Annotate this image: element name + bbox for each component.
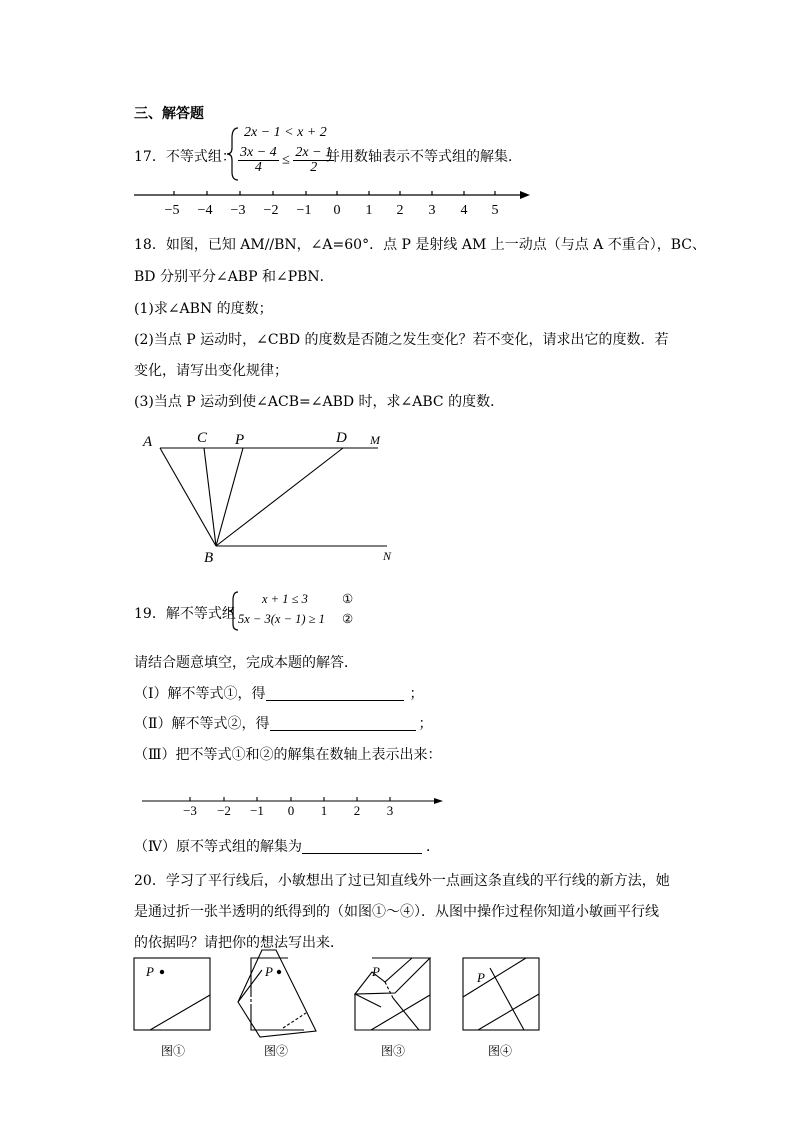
q19-step1-end: ； bbox=[409, 686, 424, 702]
q19-ineq1: x + 1 ≤ 3 bbox=[262, 592, 308, 606]
q17-tick-label: 3 bbox=[428, 203, 436, 218]
q20-point-label: P bbox=[372, 964, 380, 979]
q20-point-label: P bbox=[146, 964, 154, 979]
q19-tick-label: 2 bbox=[353, 803, 361, 818]
q19-ineq1-mark: ① bbox=[342, 591, 354, 606]
q19-step4-text: （Ⅳ）原不等式组的解集为 bbox=[134, 839, 302, 855]
q19-step4-end: ． bbox=[426, 839, 440, 855]
q20-figure-4 bbox=[463, 958, 539, 1030]
q17-tick-label: −1 bbox=[296, 203, 312, 218]
q17-tick-label: 2 bbox=[396, 203, 404, 218]
q18-line1: 18．如图，已知 AM//BN，∠A=60°．点 P 是射线 AM 上一动点（与点 A 不重合），BC、 bbox=[134, 237, 707, 253]
q17-tick-label: 0 bbox=[333, 203, 341, 218]
q17-prefix: 17．不等式组： bbox=[134, 149, 236, 165]
q18-label-A: A bbox=[143, 434, 153, 450]
q20-line2: 是通过折一张半透明的纸得到的（如图①～④）．从图中操作过程你知道小敏画平行线 bbox=[134, 904, 659, 920]
q20-line1: 20．学习了平行线后，小敏想出了过已知直线外一点画这条直线的平行线的新方法，她 bbox=[134, 873, 670, 889]
q19-tick-label: −3 bbox=[183, 803, 197, 818]
q18-part2a: (2)当点 P 运动时，∠CBD 的度数是否随之发生变化？若不变化，请求出它的度数．若 bbox=[134, 332, 669, 348]
q19-prefix: 19．解不等式组 bbox=[134, 606, 236, 622]
q18-label-C: C bbox=[197, 430, 208, 446]
q19-step1-text: （Ⅰ）解不等式①，得 bbox=[134, 686, 266, 702]
q18-line2: BD 分别平分∠ABP 和∠PBN． bbox=[134, 269, 334, 285]
q20-caption: 图② bbox=[263, 1044, 289, 1058]
q17-tick-label: 1 bbox=[365, 203, 373, 218]
q20-caption: 图① bbox=[160, 1044, 186, 1058]
q18-part1: (1)求∠ABN 的度数； bbox=[134, 301, 273, 317]
q20-figure-3 bbox=[355, 958, 430, 1030]
q18-label-D: D bbox=[336, 430, 347, 446]
q18-label-B: B bbox=[204, 550, 214, 566]
q20-figure-2 bbox=[238, 950, 316, 1037]
q17-ineq2-rel: ≤ bbox=[282, 152, 290, 168]
q19-ineq2-mark: ② bbox=[342, 611, 354, 626]
q19-step3: （Ⅲ）把不等式①和②的解集在数轴上表示出来： bbox=[134, 747, 442, 763]
q17-ineq1: 2x − 1 < x + 2 bbox=[244, 125, 327, 140]
q17-tick-label: −2 bbox=[263, 203, 279, 218]
section-title: 三、解答题 bbox=[134, 106, 204, 122]
q18-label-M: M bbox=[370, 433, 380, 447]
q19-tick-label: −2 bbox=[217, 803, 231, 818]
q19-ineq2: 5x − 3(x − 1) ≥ 1 bbox=[238, 612, 325, 626]
q18-part3: (3)当点 P 运动到使∠ACB=∠ABD 时，求∠ABC 的度数． bbox=[134, 394, 505, 410]
q17-tick-label: −3 bbox=[230, 203, 246, 218]
q19-instruction: 请结合题意填空，完成本题的解答． bbox=[134, 655, 358, 671]
q19-step2-text: （Ⅱ）解不等式②，得 bbox=[134, 716, 270, 732]
q17-tick-label: −5 bbox=[164, 203, 180, 218]
q19-tick-label: 3 bbox=[386, 803, 394, 818]
q17-ineq2-den-left: 4 bbox=[254, 160, 262, 175]
q20-point-label: P bbox=[477, 970, 485, 985]
q19-tick-label: 0 bbox=[287, 803, 295, 818]
q20-caption: 图③ bbox=[380, 1044, 406, 1058]
q20-caption: 图④ bbox=[487, 1044, 513, 1058]
q17-ineq2-num-left: 3x − 4 bbox=[240, 145, 277, 160]
q17-tick-label: 4 bbox=[460, 203, 468, 218]
q19-step2-end: ； bbox=[418, 716, 433, 732]
q19-tick-label: 1 bbox=[320, 803, 328, 818]
q20-line3: 的依据吗？请把你的想法写出来． bbox=[134, 935, 344, 951]
q17-tick-label: 5 bbox=[491, 203, 499, 218]
q18-label-P: P bbox=[235, 432, 245, 448]
q17-tick-label: −4 bbox=[197, 203, 213, 218]
q17-ineq2-den-right: 2 bbox=[310, 160, 318, 175]
q17-ineq2-num-right: 2x − 1 bbox=[295, 145, 333, 160]
q17-suffix: 并用数轴表示不等式组的解集． bbox=[326, 149, 522, 165]
q18-label-N: N bbox=[383, 549, 392, 563]
q19-tick-label: −1 bbox=[250, 803, 264, 818]
q20-point-label: P bbox=[265, 964, 273, 979]
q18-part2b: 变化，请写出变化规律； bbox=[134, 363, 288, 379]
q20-figure-1 bbox=[134, 958, 210, 1030]
